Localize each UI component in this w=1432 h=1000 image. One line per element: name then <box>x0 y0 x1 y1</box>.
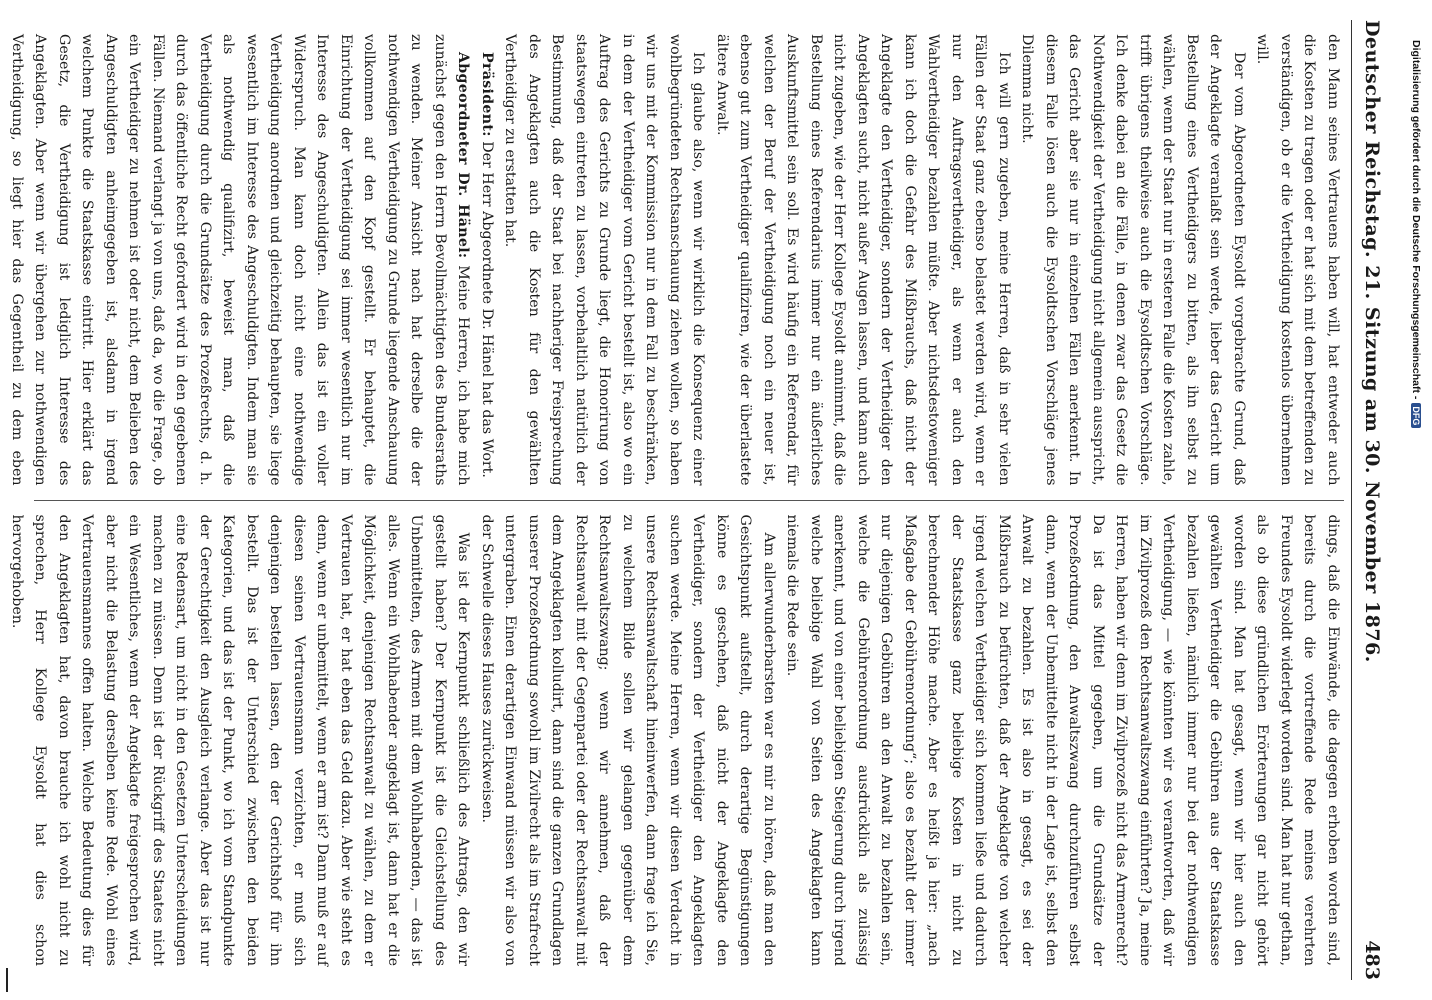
paragraph: Am allerwunderbarsten war es mir zu hören, daß man den Gesichtspunkt aufstellt, durch derartige Begünstigungen könne es geschehen, daß nicht der Angeklagte den Vertheidiger, sondern der Vertheidiger den Angeklagten suchen werde. Meine Herren, wenn wir diesen Verdacht in unsere Rechtsanwaltschaft hineinwerfen, dann frage ich Sie, zu welchem Bilde sollen wir gelangen gegenüber dem Rechtsanwaltszwang; wenn wir annehmen, daß der Rechtsanwalt mit der Gegenpartei oder der Rechtsanwalt mit dem Angeklagten kolludirt, dann sind die ganzen Grundlagen unserer Prozeßordnung sowohl im Zivilrecht als im Strafrecht untergraben. Einen derartigen Einwand müssen wir also von der Schwelle dieses Hauses zurückweisen. <box>479 514 777 966</box>
paragraph: Ich will gern zugeben, meine Herren, daß in sehr vielen Fällen der Staat ganz ebenso belastet werden wird, wenn er nur den Auftragsvertheidiger, als wenn er auch den Wahlvertheidiger bezahlen müßte. Aber nichtsdestoweniger kann ich doch die Gefahr des Mißbrauchs, daß nicht der Angeklagte den Vertheidiger, sondern der Vertheidiger den Angeklagten sucht, nicht außer Augen lassen, und kann auch nicht zugeben, wie der Herr Kollege Eysoldt annimmt, daß die Bestellung eines Referendarius immer nur ein äußerliches Auskunftsmittel sein soll. Es wird häufig ein Referendar, für welchen der Beruf der Vertheidigung noch ein neuer ist, ebenso gut zum Vertheidiger qualifiziren, wie der überlastete ältere Anwalt. <box>714 34 1012 486</box>
digitization-note <box>1408 40 1428 970</box>
paragraph: Präsident: Der Herr Abgeordnete Dr. Hänel hat das Wort. <box>479 52 495 478</box>
paragraph: dings, daß die Einwände, die dagegen erhoben worden sind, bereits durch die vortreffende Rede meines verehrten Freundes Eysoldt widerlegt worden sind. Man hat nur gethan, als ob diese gründlichen Erörterungen gar nicht gehört worden sind. Man hat gesagt, wenn wir hier auch den gewählten Vertheidiger die Gebühren aus der Staatskasse bezahlen ließen, nämlich immer nur bei der nothwendigen Vertheidigung, — wie könnten wir es verantworten, daß wir im Zivilprozeß den Rechtsanwaltszwang einführten? Ja, meine Herren, haben wir denn im Zivilprozeß nicht das Armenrecht? Da ist das Mittel gegeben, um die Grundsätze der Prozeßordnung, den Anwaltszwang durchzuführen selbst dann, wenn der Unbemittelte nicht in der Lage ist, selbst den Anwalt zu bezahlen. Es ist also in gesagt, es sei der Mißbrauch zu befürchten, daß der Angeklagte von welcher irgend welchen Vertheidiger sich kommen ließe und dadurch der Staatskasse ganz beliebige Kosten in nicht zu berechnender Höhe mache. Aber es heißt ja hier: „nach Maßgabe der Gebührenordnung“; also es bezahlt der immer nur diejenigen Gebühren an den Anwalt zu bezahlen sein, welche die Gebührenordnung ausdrücklich als zulässig anerkennt, und von einer beliebigen Steigerung durch irgend welche beliebige Wahl von Seiten des Angeklagten kann niemals die Rede sein. <box>784 514 1341 966</box>
page-number: 483 <box>1361 940 1383 980</box>
speaker-label: Präsident: <box>479 52 495 137</box>
rotated-scan <box>9 20 1392 980</box>
paragraph: den Mann seines Vertrauens haben will, hat entweder auch die Kosten zu tragen oder er hat sich mit dem betreffenden zu verständigen, ob er die Vertheidigung kostenlos übernehmen will. <box>1254 34 1341 486</box>
column-left <box>9 20 1344 500</box>
speaker-label: Abgeordneter Dr. Hänel: <box>455 52 472 259</box>
paragraph: Abgeordneter Dr. Hänel: Meine Herren, ich habe mich zunächst gegen den Herrn Bevollmächtigten des Bundesraths zu wenden. Meiner Ansicht nach hat derselbe die der nothwendigen Vertheidigung zu Grunde liegende Anschauung vollkommen auf den Kopf gestellt. Er behauptet, die Einrichtung der Vertheidigung sei immer wesentlich nur im Interesse des Angeschuldigten. Allein das ist ein voller Widerspruch. Man kann doch nicht eine nothwendige Vertheidigung anordnen und gleichzeitig behaupten, sie liege wesentlich im Interesse des Angeschuldigten. Indem man sie als nothwendig qualifizirt, beweist man, daß die Vertheidigung durch die Grundsätze des Prozeßrechts, d. h. durch das öffentliche Recht gefordert wird in den gegebenen Fällen. Niemand verlangt ja von uns, daß da, wo die Frage, ob ein Vertheidiger zu nehmen ist oder nicht, dem Belieben des Angeschuldigten anheimgegeben ist, alsdann in irgend welchem Punkte die Staatskasse eintritt. Hier erklärt das Gesetz, die Vertheidigung ist lediglich Interesse des Angeklagten. Aber wenn wir übergehen zur nothwendigen Vertheidigung, so liegt hier das Gegentheil zu dem eben <box>9 34 472 486</box>
column-right <box>9 500 1344 981</box>
digitization-note-text: Digitalisierung gefördert durch die Deutsche Forschungsgemeinschaft - <box>1410 40 1422 400</box>
paragraph: Was ist der Kernpunkt schließlich des Antrags, den wir gestellt haben? Der Kernpunkt ist die Gleichstellung des Unbemittelten, des Armen mit dem Wohlhabenden, — das ist alles. Wenn ein Wohlhabender angeklagt ist, dann hat er die Möglichkeit, denjenigen Rechtsanwalt zu wählen, zu dem er Vertrauen hat, er hat eben das Geld dazu. Aber wie steht es denn, wenn er unbemittelt, wenn er arm ist? Dann muß er auf diesen seinen Vertrauensmann verzichten, er muß sich denjenigen bestellen lassen, den der Gerichtshof für ihn bestellt. Das ist der Unterschied zwischen den beiden Kategorien, und das ist der Punkt, wo ich vom Standpunkte der Gerechtigkeit den Ausgleich verlange. Aber das ist nur eine Redensart, um nicht in den Gesetzen Unterscheidungen machen zu müssen. Denn ist der Rückgriff des Staates nicht ein Wesentliches, wenn der Angeklagte freigesprochen wird, aber nicht die Belastung derselben keine Rede. Wohl eines Vertrauensmannes offen halten. Welche Bedeutung dies für den Angeklagten hat, davon brauche ich wohl nicht zu sprechen, Herr Kollege Eysoldt hat dies schon hervorgehoben. <box>9 514 472 966</box>
paragraph: Der vom Abgeordneten Eysoldt vorgebrachte Grund, daß der Angeklagte veranlaßt sein werde, lieber das Gericht um Bestellung eines Vertheidigers zu bitten, als ihn selbst zu wählen, wenn der Staat nur in ersteren Falle die Kosten zahle, trifft übrigens theilweise auch die Eysoldtschen Vorschläge. Ich denke dabei an die Fälle, in denen zwar das Gesetz die Nothwendigkeit der Vertheidigung nicht allgemein ausspricht, das Gericht aber sie nur in einzelnen Fällen anerkennt. In diesem Falle lösen auch die Eysoldtschen Vorschläge jenes Dilemma nicht. <box>1019 34 1247 486</box>
dfg-badge: DFG <box>1411 403 1421 428</box>
text-columns <box>9 20 1344 980</box>
page-title: Deutscher Reichstag. 21. Sitzung am 30. November 1876. <box>1361 20 1383 663</box>
paragraph: Ich glaube also, wenn wir wirklich die Konsequenz einer wohlbegründeten Rechtsanschauung ziehen wollen, so haben wir uns mit der Kommission nur in dem Fall zu beschränken, in dem der Vertheidiger vom Gericht bestellt ist, also wo ein Auftrag des Gerichts zu Grunde liegt, die Honorirung von staatswegen eintreten zu lassen, vorbehaltlich natürlich der Bestimmung, daß der Staat bei nachheriger Freisprechung des Angeklagten auch die Kosten für den gewählten Vertheidiger zu erstatten hat. <box>502 34 707 486</box>
margin-mark <box>6 968 8 992</box>
page-header <box>1351 20 1392 980</box>
paragraph <box>0 515 5 967</box>
